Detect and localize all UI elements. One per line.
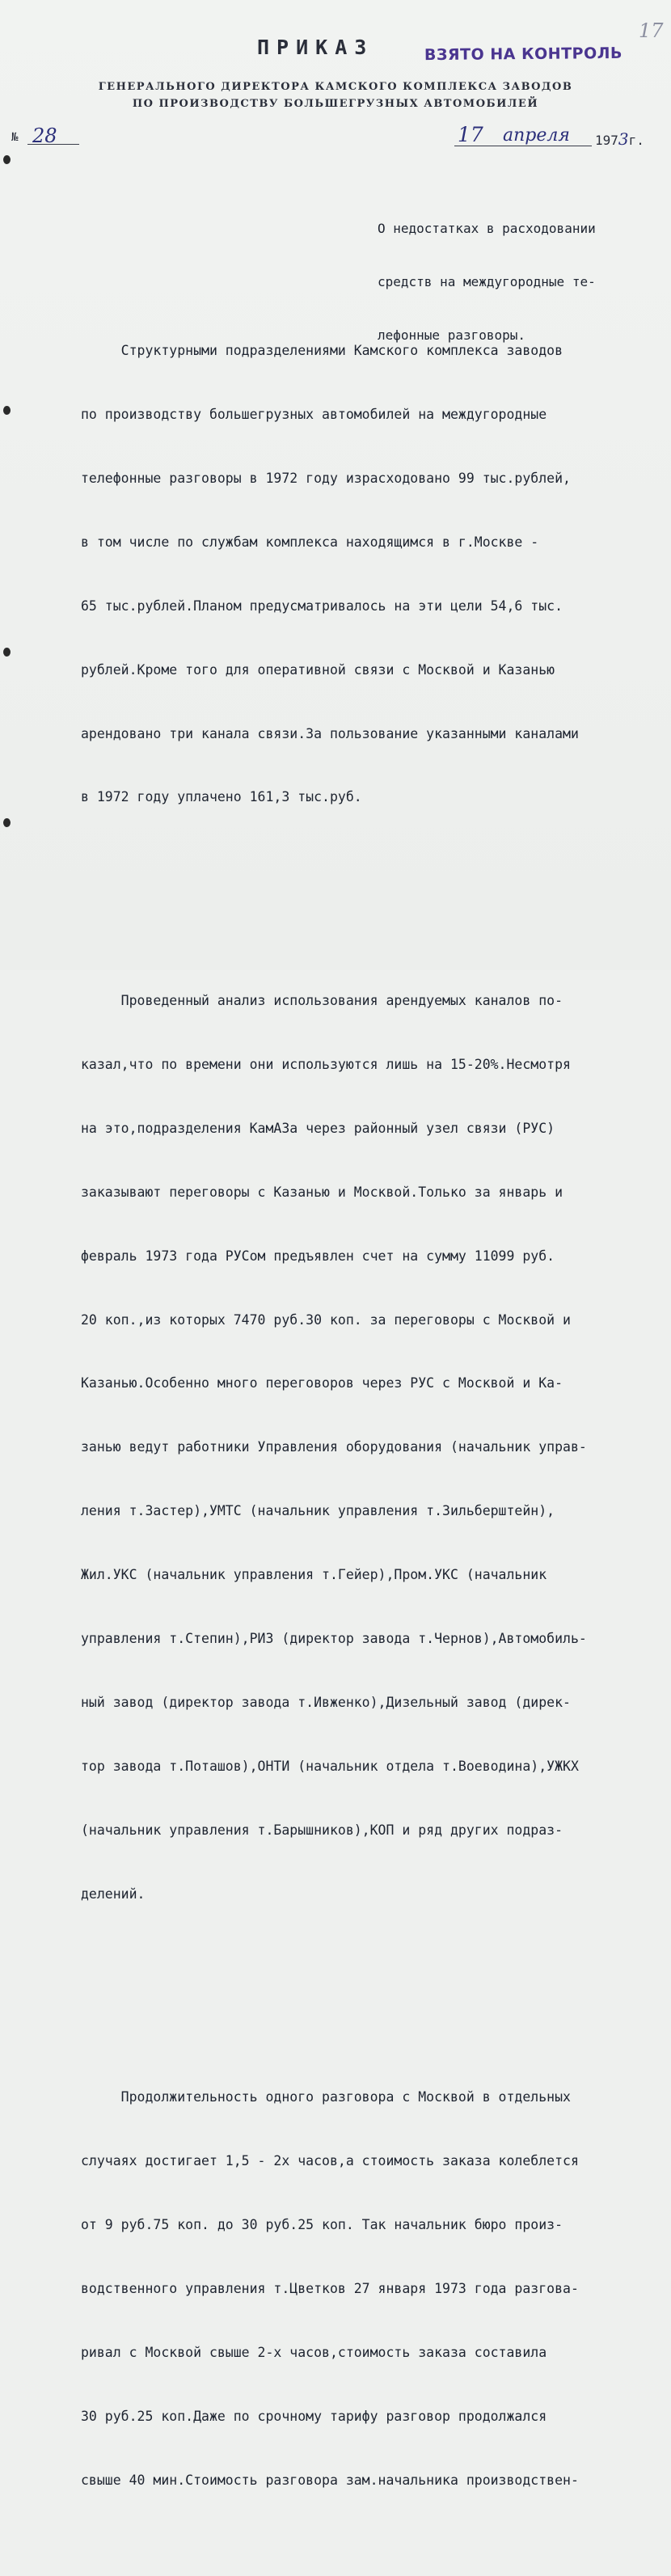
order-body — [81, 255, 671, 2576]
text-line: февраль 1973 года РУСом предъявлен счет на сумму 11099 руб. — [81, 1248, 555, 1264]
text-line: Казанью.Особенно много переговоров через РУС с Москвой и Ка- — [81, 1375, 563, 1391]
binding-hole — [3, 818, 11, 827]
text-line: занью ведут работники Управления оборудования (начальник управ- — [81, 1439, 587, 1455]
binding-hole — [3, 406, 11, 415]
text-line: Продолжительность одного разговора с Москвой в отдельных — [81, 2089, 571, 2105]
number-prefix: № — [11, 131, 19, 144]
text-line: случаях достигает 1,5 - 2х часов,а стоимость заказа колеблется — [81, 2153, 579, 2169]
text-line: ления т.Застер),УМТС (начальник управления т.Зильберштейн), — [81, 1503, 555, 1519]
text-line: 20 коп.,из которых 7470 руб.30 коп. за переговоры с Москвой и — [81, 1311, 571, 1328]
paragraph-3 — [81, 2045, 671, 2534]
text-line: в 1972 году уплачено 161,3 тыс.руб. — [81, 789, 362, 805]
text-line: 30 руб.25 коп.Даже по срочному тарифу разговор продолжался — [81, 2408, 547, 2424]
text-line: по производству большегрузных автомобилей на междугородные — [81, 407, 547, 423]
text-line: на это,подразделения КамАЗа через районный узел связи (РУС) — [81, 1120, 555, 1136]
text-line: Жил.УКС (начальник управления т.Гейер),Пром.УКС (начальник — [81, 1567, 547, 1583]
order-number: 28 — [32, 125, 57, 147]
text-line: 65 тыс.рублей.Планом предусматривалось на эти цели 54,6 тыс. — [81, 598, 563, 614]
text-line: арендовано три канала связи.За пользование указанными каналами — [81, 725, 579, 741]
text-line: Проведенный анализ использования арендуемых каналов по- — [81, 993, 563, 1009]
text-line: (начальник управления т.Барышников),КОП и ряд других подраз- — [81, 1822, 563, 1838]
text-line: ривал с Москвой свыше 2-х часов,стоимость заказа составила — [81, 2344, 547, 2360]
text-line: рублей.Кроме того для оперативной связи с Москвой и Казанью — [81, 661, 555, 678]
text-line: казал,что по времени они используются лишь на 15-20%.Несмотря — [81, 1056, 571, 1072]
date-day: 17 — [458, 123, 483, 146]
subject-line: средств на междугородные те- — [378, 274, 596, 289]
date-year-written: 3 — [618, 129, 629, 149]
text-line: телефонные разговоры в 1972 году израсходовано 99 тыс.рублей, — [81, 470, 571, 486]
text-line: Структурными подразделениями Камского комплекса заводов — [81, 343, 563, 359]
date-month: апреля — [503, 125, 570, 146]
binding-hole — [3, 648, 11, 657]
text-line: заказывают переговоры с Казанью и Москвой.Только за январь и — [81, 1184, 563, 1200]
text-line: свыше 40 мин.Стоимость разговора зам.начальника производствен- — [81, 2472, 579, 2488]
date-suffix: г. — [628, 133, 644, 148]
issuer-line-1: ГЕНЕРАЛЬНОГО ДИРЕКТОРА КАМСКОГО КОМПЛЕКСА ЗАВОДОВ — [98, 81, 573, 93]
control-stamp: ВЗЯТО НА КОНТРОЛЬ — [424, 44, 623, 65]
date-year-printed: 197 — [595, 133, 618, 148]
subject-line: О недостатках в расходовании — [378, 221, 596, 236]
number-underline — [27, 144, 79, 145]
issuer-line-2: ПО ПРОИЗВОДСТВУ БОЛЬШЕГРУЗНЫХ АВТОМОБИЛЕЙ — [132, 98, 539, 110]
subject-line: лефонные разговоры. — [378, 327, 526, 343]
text-line: от 9 руб.75 коп. до 30 руб.25 коп. Так начальник бюро произ- — [81, 2217, 563, 2233]
text-line: тор завода т.Поташов),ОНТИ (начальник отдела т.Воеводина),УЖКХ — [81, 1758, 579, 1774]
text-line: управления т.Степин),РИЗ (директор завода т.Чернов),Автомобиль- — [81, 1631, 587, 1646]
text-line: в том числе по службам комплекса находящимся в г.Москве - — [81, 534, 539, 550]
binding-hole — [3, 155, 11, 164]
corner-handwritten-mark: 17 — [639, 19, 664, 42]
text-line: делений. — [81, 1886, 146, 1902]
date-year — [595, 129, 644, 149]
text-line: водственного управления т.Цветков 27 января 1973 года разгова- — [81, 2280, 579, 2296]
document-title: ПРИКАЗ — [257, 36, 374, 59]
paragraph-1 — [81, 298, 671, 851]
text-line: ный завод (директор завода т.Ивженко),Дизельный завод (дирек- — [81, 1694, 571, 1710]
paragraph-2 — [81, 948, 671, 1948]
